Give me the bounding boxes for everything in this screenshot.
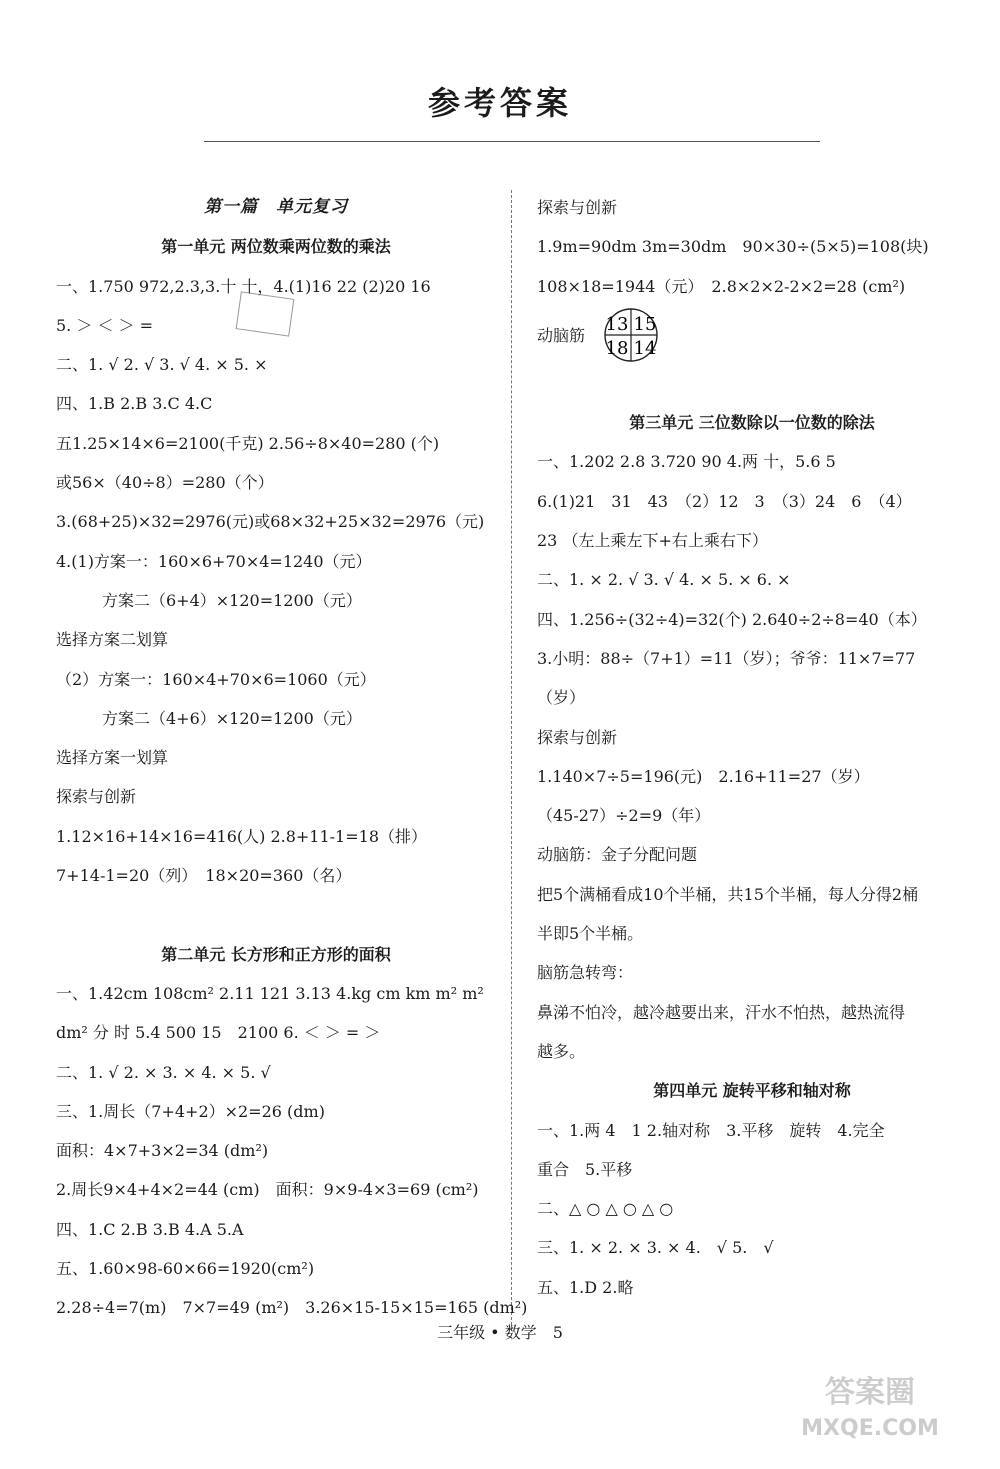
puzzle-cell-0: 13 [605, 313, 629, 335]
left-column [56, 188, 528, 1328]
column-divider [511, 190, 512, 1330]
answer-line: 四、1.256÷(32÷4)=32(个) 2.640÷2÷8=40（本） [537, 609, 927, 629]
answer-line: 1.9m=90dm 3m=30dm 90×30÷(5×5)=108(块) [537, 237, 929, 257]
answer-line: 重合 5.平移 [537, 1159, 633, 1179]
answer-line: （2）方案一：160×4+70×6=1060（元） [56, 669, 376, 689]
answer-line: 6.(1)21 31 43 （2）12 3 （3）24 6 （4） [537, 491, 912, 511]
watermark-line-2: MXQE.COM [801, 1416, 939, 1441]
answer-line: 方案二（6+4）×120=1200（元） [102, 590, 362, 610]
unit-heading: 第四单元 旋转平移和轴对称 [653, 1081, 851, 1101]
answer-line: （岁） [537, 688, 586, 708]
answer-line: 二、1. √ 2. √ 3. √ 4. × 5. × [56, 355, 268, 375]
answer-line: 选择方案二划算 [56, 630, 169, 650]
answer-line: 23 （左上乘左下+右上乘右下） [537, 531, 768, 551]
puzzle-cell-1: 15 [633, 313, 657, 335]
answer-line: 把5个满桶看成10个半桶，共15个半桶，每人分得2桶 [537, 884, 919, 904]
page-footer: 三年级 • 数学 5 [437, 1323, 563, 1342]
answer-line: 五、1.60×98-60×66=1920(cm²) [56, 1259, 315, 1279]
page-title: 参考答案 [427, 84, 572, 122]
right-column [537, 188, 967, 1307]
puzzle-circle-diagram [595, 307, 667, 363]
answer-line: 脑筋急转弯： [537, 963, 634, 983]
title-rule [204, 141, 820, 142]
watermark-logo [770, 1375, 970, 1455]
answer-line: 方案二（4+6）×120=1200（元） [102, 708, 362, 728]
answer-line: 2.28÷4=7(m) 7×7=49 (m²) 3.26×15-15×15=165 (dm²) [56, 1298, 528, 1318]
answer-line: 一、1.42cm 108cm² 2.11 121 3.13 4.kg cm km m² m² [56, 983, 484, 1003]
answer-line: 二、1. √ 2. × 3. × 4. × 5. √ [56, 1062, 271, 1082]
answer-line: 鼻涕不怕冷，越冷越要出来，汗水不怕热，越热流得 [537, 1002, 906, 1022]
puzzle-label: 动脑筋 [537, 326, 586, 346]
answer-line: 一、1.202 2.8 3.720 90 4.两 十，5.6 5 [537, 452, 836, 472]
unit-heading: 第二单元 长方形和正方形的面积 [161, 944, 391, 964]
answer-line: （45-27）÷2=9（年） [537, 806, 711, 826]
watermark-line-1: 答案圈 [825, 1375, 915, 1410]
answer-line: 二、1. × 2. √ 3. √ 4. × 5. × 6. × [537, 570, 791, 590]
answer-line: 选择方案一划算 [56, 748, 169, 768]
answer-line: 五1.25×14×6=2100(千克) 2.56÷8×40=280 (个) [56, 433, 440, 453]
unit-heading: 第一单元 两位数乘两位数的乘法 [161, 237, 391, 257]
answer-line: 三、1.周长（7+4+2）×2=26 (dm) [56, 1101, 325, 1121]
answer-line: 5. ＞ ＜ ＞ = [56, 315, 154, 335]
answer-line: 动脑筋：金子分配问题 [537, 845, 698, 865]
answer-line: 或56×（40÷8）=280（个） [56, 473, 274, 493]
answer-line: 7+14-1=20（列） 18×20=360（名） [56, 866, 352, 886]
answer-line: 2.周长9×4+4×2=44 (cm) 面积：9×9-4×3=69 (cm²) [56, 1180, 479, 1200]
answer-line: 108×18=1944（元） 2.8×2×2-2×2=28 (cm²) [537, 276, 906, 296]
answer-line: 一、1.两 4 1 2.轴对称 3.平移 旋转 4.完全 [537, 1120, 885, 1140]
answer-line: 三、1. × 2. × 3. × 4. √ 5. √ [537, 1238, 774, 1258]
answer-line: 半即5个半桶。 [537, 924, 644, 944]
answer-line: dm² 分 时 5.4 500 15 2100 6. ＜ ＞ = ＞ [56, 1023, 381, 1043]
answer-line: 四、1.C 2.B 3.B 4.A 5.A [56, 1219, 244, 1239]
spacer [537, 364, 967, 403]
part-heading: 第一篇 单元复习 [204, 197, 348, 217]
puzzle-row [537, 306, 967, 364]
unit-heading: 第三单元 三位数除以一位数的除法 [629, 413, 875, 433]
answer-line: 二、△ ○ △ ○ △ ○ [537, 1199, 674, 1219]
spacer [56, 895, 496, 934]
puzzle-cell-2: 18 [605, 337, 629, 359]
answer-line: 一、1.750 972,2.3,3.十 十，4.(1)16 22 (2)20 16 [56, 276, 431, 296]
answer-line: 四、1.B 2.B 3.C 4.C [56, 394, 213, 414]
answer-line: 五、1.D 2.略 [537, 1277, 634, 1297]
answer-line: 1.12×16+14×16=416(人) 2.8+11-1=18（排） [56, 826, 428, 846]
answer-line: 探索与创新 [537, 198, 618, 217]
answer-line: 3.(68+25)×32=2976(元)或68×32+25×32=2976（元) [56, 512, 485, 532]
answer-line: 3.小明：88÷（7+1）=11（岁）；爷爷：11×7=77 [537, 648, 916, 668]
puzzle-cell-3: 14 [633, 337, 657, 359]
answer-line: 1.140×7÷5=196(元) 2.16+11=27（岁） [537, 766, 870, 786]
answer-line: 面积：4×7+3×2=34 (dm²) [56, 1141, 269, 1161]
answer-line: 探索与创新 [56, 787, 137, 807]
answer-line: 探索与创新 [537, 727, 618, 747]
answer-line: 越多。 [537, 1041, 586, 1061]
answer-line: 4.(1)方案一：160×6+70×4=1240（元） [56, 551, 372, 571]
